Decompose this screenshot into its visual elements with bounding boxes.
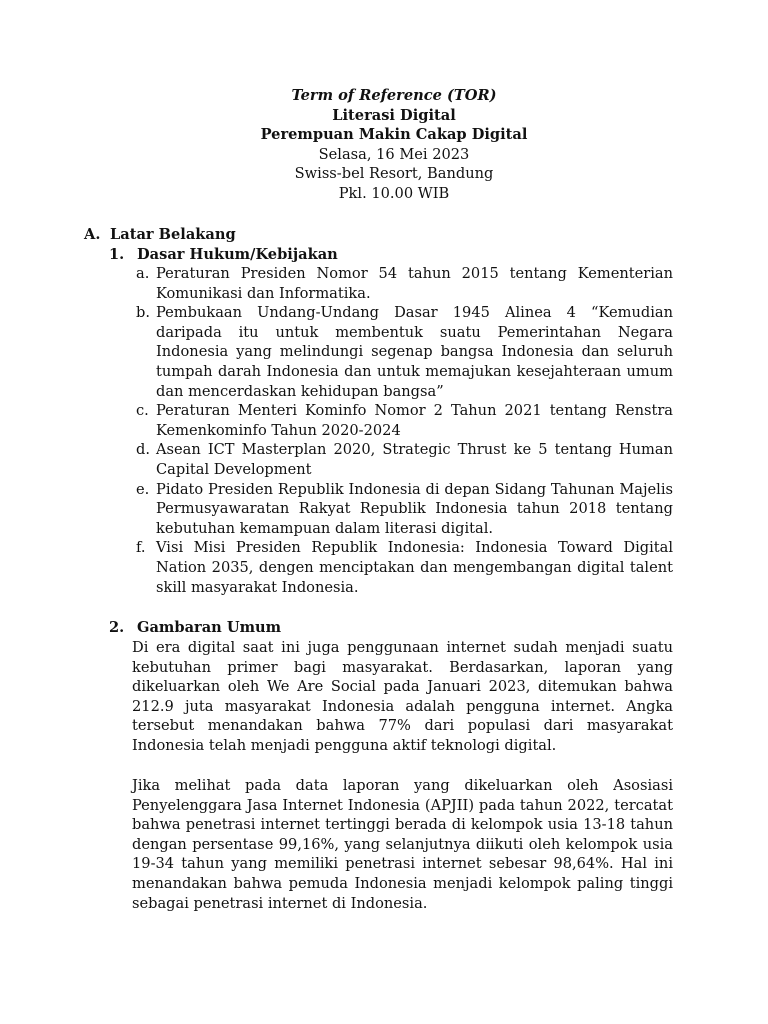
- list-item: [136, 480, 673, 539]
- list-marker: f.: [136, 539, 146, 557]
- list-marker: d.: [136, 441, 150, 459]
- list-item-text: Pidato Presiden Republik Indonesia di depan Sidang Tahunan Majelis Permusyawaratan Rakyat Republik Indonesia tahun 2018 tentang kebutuhan kemampuan dalam literasi digital.: [156, 480, 673, 537]
- subsection-number: 2.: [109, 619, 125, 636]
- list-item-text: Pembukaan Undang-Undang Dasar 1945 Alinea 4 “Kemudian daripada itu untuk membentuk suatu Pemerintahan Negara Indonesia yang melindungi segenap bangsa Indonesia dan seluruh tumpah darah Indonesia dan untuk memajukan kesejahteraan umum dan mencerdaskan kehidupan bangsa”: [156, 304, 673, 400]
- list-marker: e.: [136, 480, 150, 498]
- event-venue: Swiss-bel Resort, Bandung: [294, 165, 494, 183]
- list-item: [136, 303, 673, 401]
- list-item: [136, 538, 673, 597]
- subsection-number: 1.: [109, 246, 125, 263]
- list-item-text: Peraturan Presiden Nomor 54 tahun 2015 tentang Kementerian Komunikasi dan Informatika.: [156, 265, 673, 302]
- list-item: [136, 440, 673, 479]
- legal-basis-list: [136, 264, 673, 597]
- document-header: [84, 86, 704, 204]
- list-marker: a.: [136, 265, 150, 282]
- overview-paragraph-2: Jika melihat pada data laporan yang dikeluarkan oleh Asosiasi Penyelenggara Jasa Internet Indonesia (APJII) pada tahun 2022, tercatat bahwa penetrasi internet tertinggi berada di kelompok usia 13-18 tahun dengan persentase 99,16%, yang selanjutnya diikuti oleh kelompok usia 19-34 tahun yang memiliki penetrasi internet sebesar 98,64%. Hal ini menandakan bahwa pemuda Indonesia menjadi kelompok paling tinggi sebagai penetrasi internet di Indonesia.: [132, 777, 673, 912]
- document-title: Term of Reference (TOR): [291, 87, 497, 104]
- list-marker: b.: [136, 304, 150, 322]
- subsection-title: Dasar Hukum/Kebijakan: [137, 246, 338, 263]
- section-title: Latar Belakang: [110, 226, 236, 243]
- subsection-heading-gambaran-umum: [109, 618, 689, 638]
- section-letter: A.: [84, 226, 101, 243]
- document-subtitle: Literasi Digital: [332, 106, 456, 124]
- list-marker: c.: [136, 402, 149, 420]
- subsection-heading-dasar-hukum: [109, 245, 689, 265]
- section-heading-latar-belakang: [84, 225, 684, 245]
- list-item: [136, 264, 673, 303]
- overview-paragraph-1: Di era digital saat ini juga penggunaan internet sudah menjadi suatu kebutuhan primer bagi masyarakat. Berdasarkan, laporan yang dikeluarkan oleh We Are Social pada Januari 2023, ditemukan bahwa 212.9 juta masyarakat Indonesia adalah pengguna internet. Angka tersebut menandakan bahwa 77% dari populasi dari masyarakat Indonesia telah menjadi pengguna aktif teknologi digital.: [132, 639, 673, 754]
- event-date: Selasa, 16 Mei 2023: [318, 145, 470, 163]
- event-title: Perempuan Makin Cakap Digital: [260, 126, 528, 144]
- subsection-title: Gambaran Umum: [137, 619, 282, 636]
- list-item: [136, 401, 673, 440]
- event-time: Pkl. 10.00 WIB: [338, 184, 450, 202]
- list-item-text: Peraturan Menteri Kominfo Nomor 2 Tahun 2021 tentang Renstra Kemenkominfo Tahun 2020-2024: [156, 402, 673, 439]
- list-item-text: Visi Misi Presiden Republik Indonesia: Indonesia Toward Digital Nation 2035, dengen menciptakan dan mengembangan digital talent skill masyarakat Indonesia.: [156, 539, 673, 596]
- list-item-text: Asean ICT Masterplan 2020, Strategic Thrust ke 5 tentang Human Capital Development: [156, 441, 673, 478]
